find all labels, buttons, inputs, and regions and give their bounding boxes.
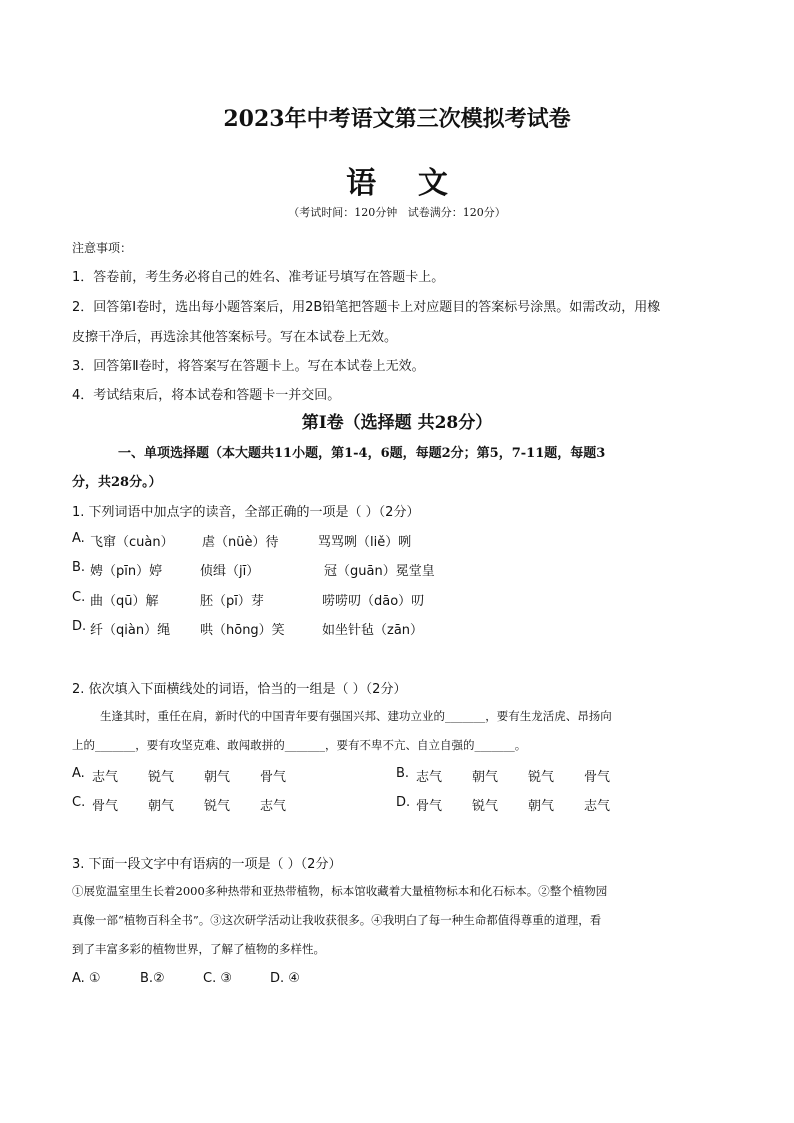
q1-option-word: 骂骂咧（liě）咧 [318,535,412,550]
q2-option-word: 骨气 [260,770,287,785]
subject-title: 语 文 [346,166,448,201]
q2-option-word: 志气 [416,770,443,785]
q1-option-word: 冠（guān）冕堂皇 [324,564,435,579]
q1-option-word: 虐（nüè）待 [202,535,279,550]
q2-option-word: 志气 [260,799,287,814]
exam-info: （考试时间：120分钟 试卷满分：120分） [288,206,506,219]
q3-option: D. ④ [270,971,300,986]
q3-passage: 到了丰富多彩的植物世界，了解了植物的多样性。 [72,942,325,956]
notice-item: 皮擦干净后，再选涂其他答案标号。写在本试卷上无效。 [72,330,398,345]
q2-option-word: 骨气 [416,799,443,814]
q2-option-label: B. [396,766,410,781]
q3-passage: ①展览温室里生长着2000多种热带和亚热带植物，标本馆收藏着大量植物标本和化石标本。②整个植物园 [72,884,608,898]
q3-option: B.② [140,971,165,986]
question-2-stem: 2. 依次填入下面横线处的词语，恰当的一组是（ ）（2分） [72,682,407,697]
q2-option-label: D. [396,795,411,810]
q1-option-label: C. [72,590,86,605]
q3-option: C. ③ [203,971,232,986]
q1-option-word: 侦缉（jī） [200,564,260,579]
q1-option-word: 哄（hōng）笑 [200,623,285,638]
q1-option-word: 娉（pīn）婷 [90,564,163,579]
q1-option-word: 曲（qū）解 [90,594,159,609]
q2-option-word: 锐气 [472,799,499,814]
q2-option-word: 锐气 [204,799,231,814]
q2-option-word: 志气 [92,770,119,785]
exam-title: 2023年中考语文第三次模拟考试卷 [223,106,571,132]
q2-option-word: 朝气 [528,799,555,814]
q2-option-word: 朝气 [472,770,499,785]
q2-option-label: C. [72,795,86,810]
notice-item: 4．考试结束后，将本试卷和答题卡一并交回。 [72,388,341,403]
q3-passage: 真像一部“植物百科全书”。③这次研学活动让我收获很多。④我明白了每一种生命都值得尊重的道理，看 [72,913,602,927]
q3-option: A. ① [72,971,101,986]
q1-option-word: 胚（pī）芽 [200,594,264,609]
q1-option-label: D. [72,619,87,634]
q2-option-word: 骨气 [584,770,611,785]
q2-option-word: 锐气 [528,770,555,785]
q2-option-label: A. [72,766,85,781]
q1-option-label: A. [72,531,85,546]
notice-heading: 注意事项： [72,241,133,255]
q2-option-word: 朝气 [204,770,231,785]
q1-option-word: 唠唠叨（dāo）叨 [322,594,425,609]
question-1-stem: 1. 下列词语中加点字的读音，全部正确的一项是（ ）（2分） [72,505,420,520]
q2-option-word: 骨气 [92,799,119,814]
q1-option-label: B. [72,560,86,575]
q2-option-word: 志气 [584,799,611,814]
q1-option-word: 如坐针毡（zān） [322,623,424,638]
q2-option-word: 锐气 [148,770,175,785]
q1-option-word: 飞窜（cuàn） [90,535,174,550]
q1-option-word: 纤（qiàn）绳 [90,623,171,638]
section1-heading: 一、单项选择题（本大题共11小题，第1-4，6题，每题2分；第5，7-11题，每题3 [118,446,606,461]
question-3-stem: 3. 下面一段文字中有语病的一项是（ ）（2分） [72,857,342,872]
part1-title: 第Ⅰ卷（选择题 共28分） [301,413,493,433]
q2-passage: 生逢其时，重任在肩，新时代的中国青年要有强国兴邦、建功立业的_______，要有生龙活虎、昂扬向 [100,709,612,723]
q2-option-word: 朝气 [148,799,175,814]
notice-item: 3．回答第Ⅱ卷时，将答案写在答题卡上。写在本试卷上无效。 [72,359,425,374]
notice-item: 1．答卷前，考生务必将自己的姓名、准考证号填写在答题卡上。 [72,270,445,285]
q2-passage: 上的_______，要有攻坚克难、敢闯敢拼的_______，要有不卑不亢、自立自强的_______。 [72,738,527,752]
notice-item: 2．回答第Ⅰ卷时，选出每小题答案后，用2B铅笔把答题卡上对应题目的答案标号涂黑。如需改动，用橡 [72,300,661,315]
section1-heading-cont: 分，共28分。） [72,475,162,490]
